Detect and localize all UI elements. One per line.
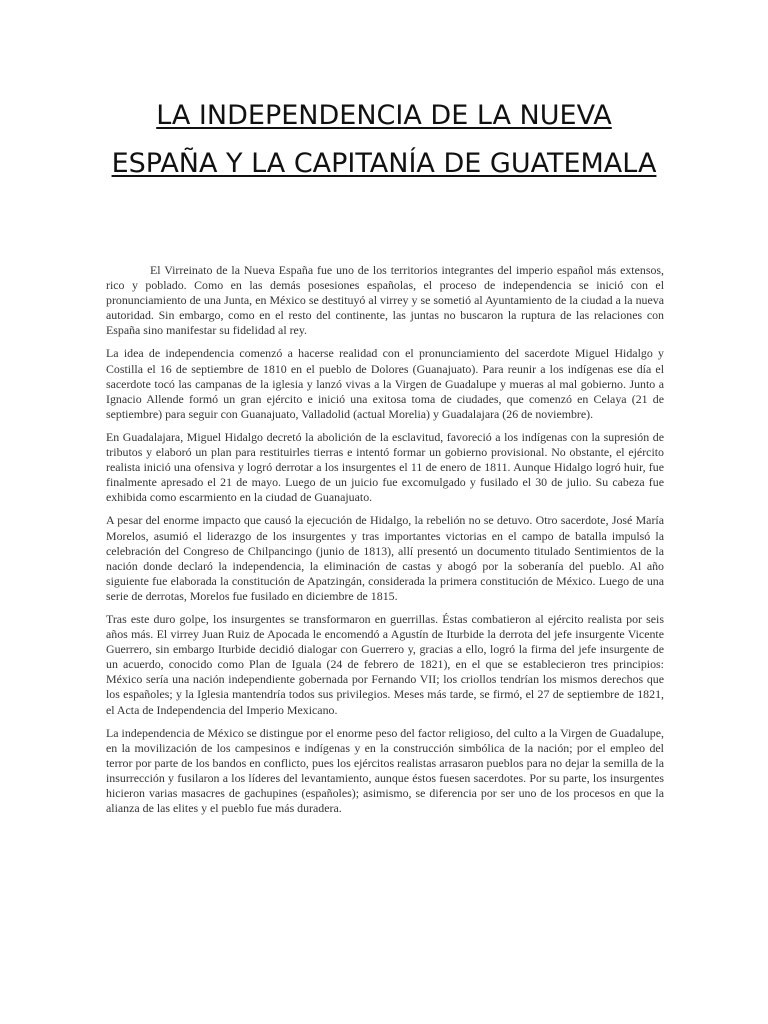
paragraph-2: La idea de independencia comenzó a hacerse realidad con el pronunciamiento del sacerdote Miguel Hidalgo y Costilla el 16 de septiembre de 1810 en el pueblo de Dolores (Guanajuato). Para reunir a los indígenas ese día el sacerdote tocó las campanas de la iglesia y lanzó vivas a la Virgen de Guadalupe y mueras al mal gobierno. Junto a Ignacio Allende formó un gran ejército e inició una exitosa toma de ciudades, que comenzó en Celaya (21 de septiembre) para seguir con Guanajuato, Valladolid (actual Morelia) y Guadalajara (26 de noviembre). (106, 346, 664, 421)
document-title: LA INDEPENDENCIA DE LA NUEVA ESPAÑA Y LA CAPITANÍA DE GUATEMALA (111, 100, 657, 179)
paragraph-6: La independencia de México se distingue por el enorme peso del factor religioso, del culto a la Virgen de Guadalupe, en la movilización de los campesinos e indígenas y en la construcción simbólica de la nación; por el empleo del terror por parte de los bandos en conflicto, pues los ejércitos realistas arrasaron pueblos para no dejar la semilla de la insurrección y fusilaron a los líderes del levantamiento, aunque éstos fuesen sacerdotes. Por su parte, los insurgentes hicieron varias masacres de gachupines (españoles); asimismo, se diferencia por ser uno de los procesos en que la alianza de las elites y el pueblo fue más duradera. (106, 725, 664, 816)
paragraph-5: Tras este duro golpe, los insurgentes se transformaron en guerrillas. Éstas combatieron al ejército realista por seis años más. El virrey Juan Ruiz de Apocada le encomendó a Agustín de Iturbide la derrota del jefe insurgente Vicente Guerrero, sin embargo Iturbide decidió dialogar con Guerrero y, gracias a ello, logró la firma del jefe insurgente de un acuerdo, conocido como Plan de Iguala (24 de febrero de 1821), en el que se establecieron tres principios: México sería una nación independiente gobernada por Fernando VII; los criollos tendrían los mismos derechos que los españoles; y la Iglesia mantendría todos sus privilegios. Meses más tarde, se firmó, el 27 de septiembre de 1821, el Acta de Independencia del Imperio Mexicano. (106, 611, 664, 717)
paragraph-3: En Guadalajara, Miguel Hidalgo decretó la abolición de la esclavitud, favoreció a los indígenas con la supresión de tributos y elaboró un plan para restituirles tierras e intentó formar un gobierno provisional. No obstante, el ejército realista inició una ofensiva y logró derrotar a los insurgentes el 11 de enero de 1811. Aunque Hidalgo logró huir, fue finalmente apresado el 21 de mayo. Luego de un juicio fue excomulgado y fusilado el 30 de julio. Su cabeza fue exhibida como escarmiento en la ciudad de Guanajuato. (106, 429, 664, 505)
paragraph-1: El Virreinato de la Nueva España fue uno de los territorios integrantes del imperio español más extensos, rico y poblado. Como en las demás posesiones españolas, el proceso de independencia se inició con el pronunciamiento de una Junta, en México se destituyó al virrey y se sometió al Ayuntamiento de la ciudad a la nueva autoridad. Sin embargo, como en el resto del continente, las juntas no buscaron la ruptura de las relaciones con España sino manifestar su fidelidad al rey. (106, 263, 664, 338)
paragraph-4: A pesar del enorme impacto que causó la ejecución de Hidalgo, la rebelión no se detuvo. Otro sacerdote, José María Morelos, asumió el liderazgo de los insurgentes y tras importantes victorias en el campo de batalla impulsó la celebración del Congreso de Chilpancingo (junio de 1813), allí presentó un documento titulado Sentimientos de la nación donde declaró la independencia, la eliminación de castas y abogó por la soberanía del pueblo. Al año siguiente fue elaborada la constitución de Apatzingán, considerada la primera constitución de México. Luego de una serie de derrotas, Morelos fue fusilado en diciembre de 1815. (106, 513, 664, 603)
document-body (106, 263, 664, 824)
